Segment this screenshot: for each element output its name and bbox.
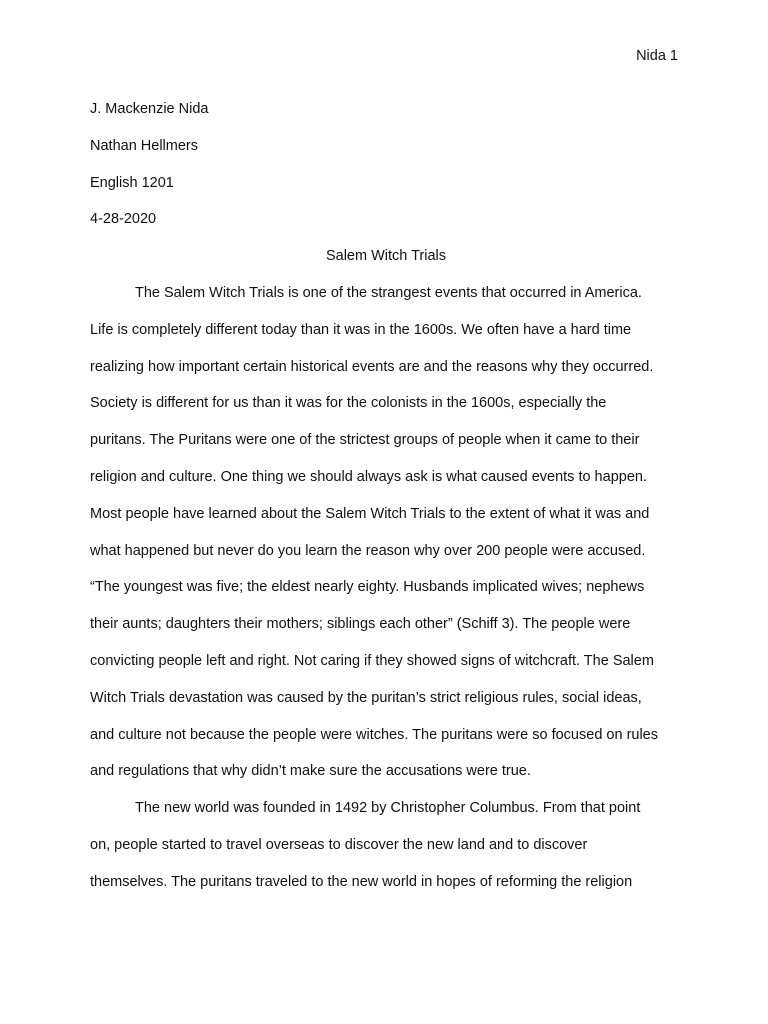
paragraph-line: themselves. The puritans traveled to the new world in hopes of reforming the religion	[90, 873, 633, 890]
paragraph-line: and regulations that why didn’t make sure the accusations were true.	[90, 763, 531, 780]
author-name: J. Mackenzie Nida	[90, 101, 209, 117]
paragraph-line: puritans. The Puritans were one of the strictest groups of people when it came to their	[90, 432, 640, 449]
paragraph-line: “The youngest was five; the eldest nearly eighty. Husbands implicated wives; nephews	[90, 579, 645, 596]
essay-body	[90, 91, 682, 901]
paragraph-line: Life is completely different today than it was in the 1600s. We often have a hard time	[90, 321, 632, 338]
paragraph-line: The Salem Witch Trials is one of the strangest events that occurred in America.	[135, 284, 642, 301]
paragraph-line: realizing how important certain historical events are and the reasons why they occurred.	[90, 358, 654, 375]
paragraph-line: Witch Trials devastation was caused by the puritan’s strict religious rules, social ideas,	[90, 689, 642, 706]
course-name: English 1201	[90, 174, 174, 191]
essay-date: 4-28-2020	[90, 211, 157, 228]
paragraph-2	[90, 790, 682, 900]
paragraph-line: their aunts; daughters their mothers; siblings each other” (Schiff 3). The people were	[90, 616, 631, 633]
paragraph-line: Society is different for us than it was for the colonists in the 1600s, especially the	[90, 395, 607, 412]
paragraph-line: and culture not because the people were witches. The puritans were so focused on rules	[90, 726, 658, 743]
essay-title: Salem Witch Trials	[325, 248, 447, 265]
paragraph-line: on, people started to travel overseas to discover the new land and to discover	[90, 836, 588, 853]
instructor-name: Nathan Hellmers	[90, 137, 198, 154]
paragraph-line: Most people have learned about the Salem Witch Trials to the extent of what it was and	[90, 505, 650, 522]
paragraph-1	[90, 275, 682, 790]
paragraph-line: convicting people left and right. Not caring if they showed signs of witchcraft. The Salem	[90, 652, 654, 669]
paragraph-line: religion and culture. One thing we should always ask is what caused events to happen.	[90, 468, 647, 485]
paragraph-line: what happened but never do you learn the reason why over 200 people were accused.	[90, 542, 646, 559]
running-head: Nida 1	[636, 48, 678, 64]
paragraph-line: The new world was founded in 1492 by Christopher Columbus. From that point	[135, 800, 641, 817]
